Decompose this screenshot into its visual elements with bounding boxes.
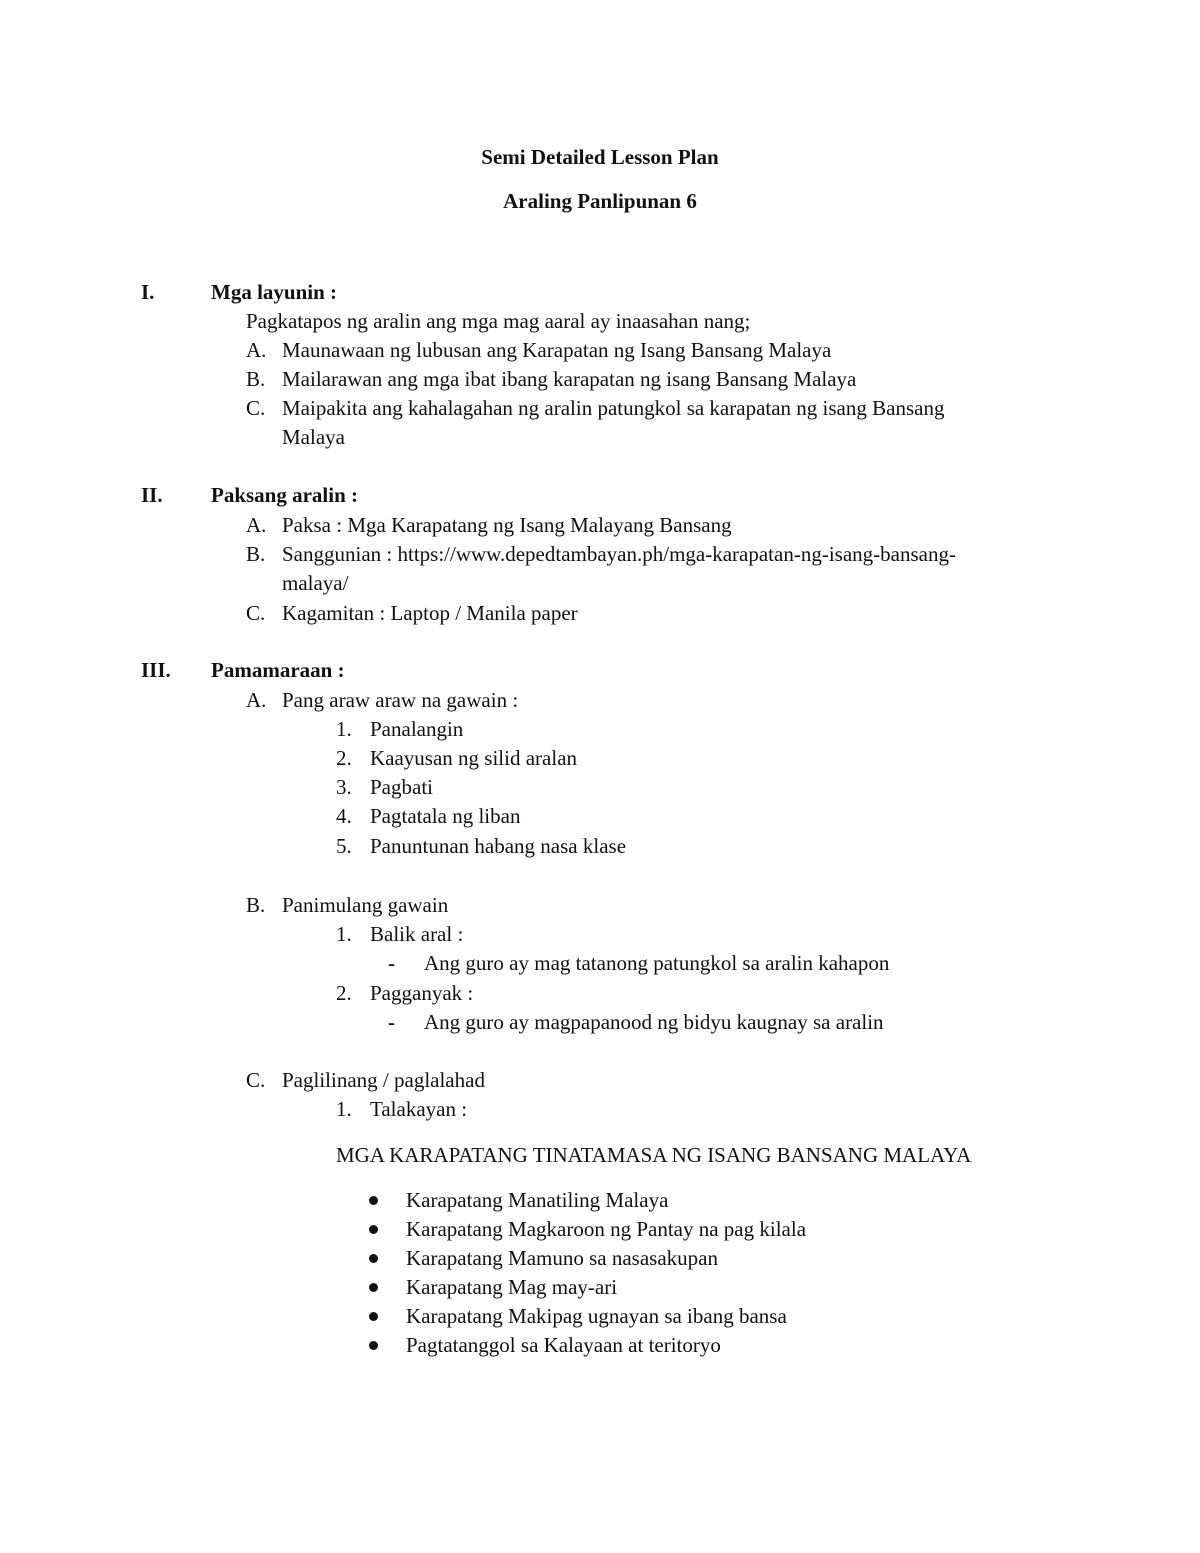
rights-list-item: Pagtatanggol sa Kalayaan at teritoryo [406,1333,721,1357]
section-2-item-c-letter: C. [246,601,266,625]
section-1-numeral: I. [141,280,155,304]
part-a-letter: A. [246,688,267,712]
bullet-icon [369,1225,378,1234]
section-1-item-b-text: Mailarawan ang mga ibat ibang karapatan ng isang Bansang Malaya [282,367,857,391]
part-a-text: Pang araw araw na gawain : [282,688,519,712]
part-a-step-text: Pagbati [370,775,433,799]
bullet-icon [369,1283,378,1292]
section-2-item-b-text: Sanggunian : https://www.depedtambayan.ph/mga-karapatan-ng-isang-bansang- [282,542,956,566]
part-a-step-text: Kaayusan ng silid aralan [370,746,578,770]
rights-list-title: MGA KARAPATANG TINATAMASA NG ISANG BANSANG MALAYA [336,1143,972,1167]
part-a-step-num: 4. [336,804,352,828]
part-c-step-num: 1. [336,1097,352,1121]
part-b-text: Panimulang gawain [282,893,449,917]
section-1-item-b-letter: B. [246,367,266,391]
bullet-icon [369,1254,378,1263]
part-a-step-text: Panuntunan habang nasa klase [370,834,627,858]
dash-marker: - [388,951,395,975]
section-1-item-a-letter: A. [246,338,267,362]
section-2-item-b-letter: B. [246,542,266,566]
section-1-intro: Pagkatapos ng aralin ang mga mag aaral ay inaasahan nang; [246,309,751,333]
rights-list-item: Karapatang Mag may-ari [406,1275,618,1299]
section-3-heading: Pamamaraan : [211,658,345,682]
rights-list-item: Karapatang Manatiling Malaya [406,1188,669,1212]
dash-marker: - [388,1010,395,1034]
section-1-item-c-text: Maipakita ang kahalagahan ng aralin patungkol sa karapatan ng isang Bansang [282,396,945,420]
part-b-step-text: Balik aral : [370,922,464,946]
part-b-step-subtext: Ang guro ay mag tatanong patungkol sa aralin kahapon [424,951,890,975]
part-a-step-text: Pagtatala ng liban [370,804,521,828]
part-c-letter: C. [246,1068,266,1092]
section-2-item-c-text: Kagamitan : Laptop / Manila paper [282,601,578,625]
part-b-step-num: 1. [336,922,352,946]
rights-list-item: Karapatang Mamuno sa nasasakupan [406,1246,718,1270]
section-2-heading: Paksang aralin : [211,483,359,507]
rights-list-item: Karapatang Makipag ugnayan sa ibang bansa [406,1304,787,1328]
section-1-item-c-letter: C. [246,396,266,420]
part-b-letter: B. [246,893,266,917]
section-2-item-a-letter: A. [246,513,267,537]
part-a-step-num: 2. [336,746,352,770]
part-a-step-num: 5. [336,834,352,858]
part-a-step-text: Panalangin [370,717,464,741]
part-a-step-num: 1. [336,717,352,741]
section-2-item-b-continuation: malaya/ [282,571,349,595]
document-subtitle: Araling Panlipunan 6 [503,189,697,213]
bullet-icon [369,1341,378,1350]
part-b-step-subtext: Ang guro ay magpapanood ng bidyu kaugnay sa aralin [424,1010,884,1034]
part-c-text: Paglilinang / paglalahad [282,1068,485,1092]
section-2-numeral: II. [141,483,163,507]
section-3-numeral: III. [141,658,171,682]
section-2-item-a-text: Paksa : Mga Karapatang ng Isang Malayang Bansang [282,513,732,537]
section-1-item-c-continuation: Malaya [282,425,345,449]
part-b-step-text: Pagganyak : [370,981,474,1005]
section-1-heading: Mga layunin : [211,280,338,304]
bullet-icon [369,1196,378,1205]
part-a-step-num: 3. [336,775,352,799]
part-c-step-text: Talakayan : [370,1097,468,1121]
document-title: Semi Detailed Lesson Plan [481,145,719,169]
bullet-icon [369,1312,378,1321]
part-b-step-num: 2. [336,981,352,1005]
section-1-item-a-text: Maunawaan ng lubusan ang Karapatan ng Isang Bansang Malaya [282,338,832,362]
rights-list-item: Karapatang Magkaroon ng Pantay na pag kilala [406,1217,807,1241]
